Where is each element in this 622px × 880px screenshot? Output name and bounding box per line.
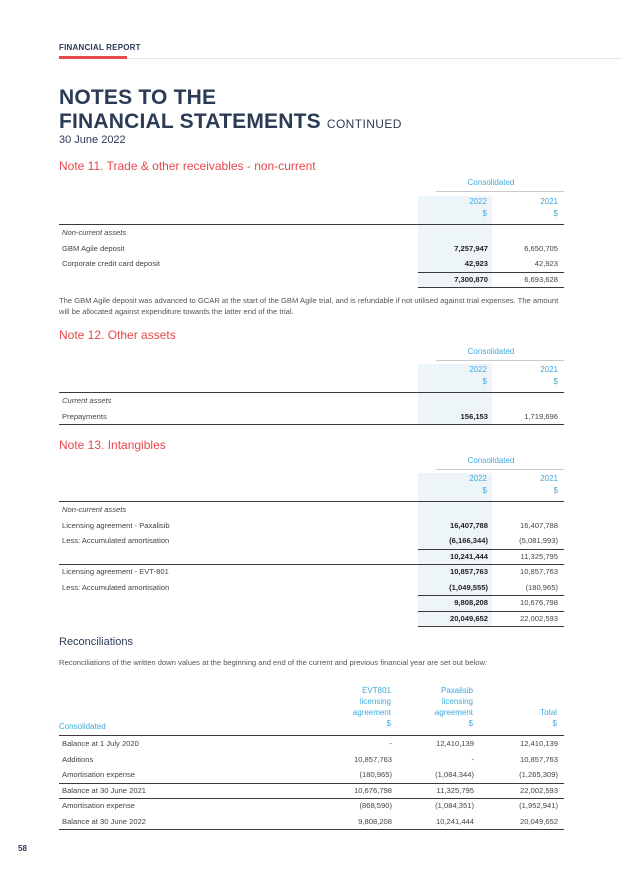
recon-row-paxalisib: (1,084,351) xyxy=(435,801,474,810)
note13-subtotal-rule xyxy=(418,611,564,612)
recon-row-total: 12,410,139 xyxy=(519,739,558,748)
note12-row-value-2022: 156,153 xyxy=(460,411,488,421)
note13-consolidated-rule xyxy=(436,469,564,470)
page-title-line1: NOTES TO THE xyxy=(59,86,217,109)
section-header-label: FINANCIAL REPORT xyxy=(59,43,141,52)
note13-row xyxy=(59,580,564,595)
recon-row xyxy=(59,752,564,767)
note13-row-value-2022: 10,857,763 xyxy=(449,567,488,576)
recon-row-label: Amortisation expense xyxy=(62,770,136,779)
recon-row-rule xyxy=(59,783,564,784)
note12-year2: 2021 $ xyxy=(540,365,558,386)
recon-row xyxy=(59,736,564,751)
note11-consolidated: Consolidated xyxy=(467,178,515,187)
note13-row xyxy=(59,502,564,517)
note12-row xyxy=(59,409,564,424)
recon-row-label: Balance at 30 June 2021 xyxy=(62,785,147,795)
recon-row-evt801: - xyxy=(389,739,392,748)
header-divider xyxy=(127,58,622,59)
recon-row-evt801: 9,808,208 xyxy=(358,816,392,826)
recon-header-paxalisib: Paxalisib licensing agreement $ xyxy=(434,686,473,728)
note13-row xyxy=(59,518,564,533)
note13-row-value-2021: 22,002,593 xyxy=(519,613,558,623)
note13-row-value-2021: 11,325,795 xyxy=(520,551,558,561)
note13-subtotal-rule xyxy=(418,595,564,596)
note13-row-value-2021: (5,081,993) xyxy=(519,536,558,545)
recon-header-evt801: EVT801 licensing agreement $ xyxy=(352,686,391,728)
note13-row-value-2022: (6,166,344) xyxy=(449,536,488,545)
recon-row-paxalisib: 11,325,795 xyxy=(436,785,474,795)
note12-row xyxy=(59,393,564,408)
note13-row-value-2022: (1,049,555) xyxy=(449,582,488,592)
note13-row-label: Licensing agreement - EVT-801 xyxy=(62,567,169,576)
note13-row-label: Less: Accumulated amortisation xyxy=(62,582,170,592)
note11-row-value-2021: 6,693,628 xyxy=(524,274,558,284)
recon-row-rule xyxy=(59,829,564,830)
note11-row-value-2022: 42,923 xyxy=(464,259,488,268)
recon-row xyxy=(59,798,564,813)
note13-year2: 2021 $ xyxy=(540,474,558,495)
recon-row-total: 22,002,593 xyxy=(519,785,558,795)
note11-subtotal-rule xyxy=(418,287,564,288)
note13-subtotal-rule xyxy=(59,564,564,565)
note11-paragraph: The GBM Agile deposit was advanced to GCAR at the start of the GBM Agile trial, and is refundable if not utilised against trial expenses. The amount will be allocated against expenditure towards the latter end of the trial. xyxy=(59,296,559,316)
recon-row-rule xyxy=(59,798,564,799)
note11-row-label: Corporate credit card deposit xyxy=(62,259,160,268)
note13-row-label: Licensing agreement - Paxalisib xyxy=(62,520,170,530)
note13-row-label: Less: Accumulated amortisation xyxy=(62,536,170,545)
page-date: 30 June 2022 xyxy=(59,134,126,146)
note13-row-value-2021: 16,407,788 xyxy=(519,520,558,530)
note13-subtotal-rule xyxy=(418,626,564,627)
recon-row-paxalisib: 10,241,444 xyxy=(435,816,474,826)
note13-row xyxy=(59,533,564,548)
note11-row-value-2022: 7,257,947 xyxy=(454,243,488,253)
note11-row xyxy=(59,241,564,256)
recon-row-label: Amortisation expense xyxy=(62,801,136,810)
recon-header-consolidated: Consolidated xyxy=(59,722,106,731)
note11-row xyxy=(59,272,564,287)
page-title xyxy=(59,86,402,136)
note12-row-label: Current assets xyxy=(62,396,112,405)
recon-row-paxalisib: 12,410,139 xyxy=(435,739,474,748)
note13-row xyxy=(59,611,564,626)
note13-row-label: Non-current assets xyxy=(62,505,127,514)
note13-subtotal-rule xyxy=(418,549,564,550)
recon-row xyxy=(59,814,564,829)
note13-row-value-2022: 10,241,444 xyxy=(449,551,488,561)
note13-row-value-2022: 16,407,788 xyxy=(449,520,488,530)
note13-row xyxy=(59,564,564,579)
note11-row-value-2021: 42,923 xyxy=(534,259,558,268)
recon-row-total: (1,265,309) xyxy=(519,770,558,779)
note11-year2: 2021 $ xyxy=(540,197,558,218)
recon-row-evt801: 10,857,763 xyxy=(353,754,392,764)
note13-title: Note 13. Intangibles xyxy=(59,438,166,452)
recon-row-evt801: (868,590) xyxy=(359,801,392,810)
note13-row xyxy=(59,549,564,564)
page-title-continued: CONTINUED xyxy=(326,117,402,131)
recon-row-evt801: 10,676,798 xyxy=(353,785,392,795)
reconciliations-paragraph: Reconciliations of the written down values at the beginning and end of the current and previous financial year are set out below: xyxy=(59,658,488,667)
recon-row-label: Additions xyxy=(62,754,94,764)
recon-row-paxalisib: (1,084,344) xyxy=(435,770,474,779)
note11-row xyxy=(59,256,564,271)
note11-row-label: Non-current assets xyxy=(62,228,127,237)
recon-row-label: Balance at 1 July 2020 xyxy=(62,739,139,748)
note11-row xyxy=(59,225,564,240)
note11-row-value-2022: 7,300,870 xyxy=(454,274,488,284)
recon-row-evt801: (180,965) xyxy=(359,770,392,779)
reconciliations-title: Reconciliations xyxy=(59,636,133,648)
note13-consolidated: Consolidated xyxy=(467,456,515,465)
note12-row-label: Prepayments xyxy=(62,411,107,421)
note12-row-value-2021: 1,719,696 xyxy=(524,411,558,421)
recon-row xyxy=(59,767,564,782)
note13-row-value-2022: 9,808,208 xyxy=(454,598,488,607)
note12-year1: 2022 $ xyxy=(469,365,487,386)
note13-row-value-2021: (180,965) xyxy=(525,582,558,592)
note12-subtotal-rule xyxy=(59,424,564,425)
note11-title: Note 11. Trade & other receivables - non-current xyxy=(59,159,316,173)
recon-row xyxy=(59,783,564,798)
recon-header-total: Total $ xyxy=(540,708,557,728)
note11-year1: 2022 $ xyxy=(469,197,487,218)
note13-row-value-2022: 20,049,652 xyxy=(449,613,488,623)
note11-consolidated-rule xyxy=(436,191,564,192)
header-accent-bar xyxy=(59,56,127,59)
recon-row-paxalisib: - xyxy=(471,754,474,764)
note13-row-value-2021: 10,676,798 xyxy=(519,598,558,607)
note11-row-value-2021: 6,650,705 xyxy=(524,243,558,253)
note11-subtotal-rule xyxy=(418,272,564,273)
recon-row-total: (1,952,941) xyxy=(519,801,558,810)
note12-title: Note 12. Other assets xyxy=(59,328,176,342)
note13-year1: 2022 $ xyxy=(469,474,487,495)
recon-row-total: 10,857,763 xyxy=(519,754,558,764)
note12-consolidated-rule xyxy=(436,360,564,361)
note13-row-value-2021: 10,857,763 xyxy=(519,567,558,576)
note12-consolidated: Consolidated xyxy=(467,347,515,356)
note13-row xyxy=(59,595,564,610)
recon-row-label: Balance at 30 June 2022 xyxy=(62,816,147,826)
page-title-line2: FINANCIAL STATEMENTS xyxy=(59,110,321,133)
recon-row-total: 20,049,652 xyxy=(519,816,558,826)
note11-row-label: GBM Agile deposit xyxy=(62,243,125,253)
page-number: 58 xyxy=(18,844,27,853)
